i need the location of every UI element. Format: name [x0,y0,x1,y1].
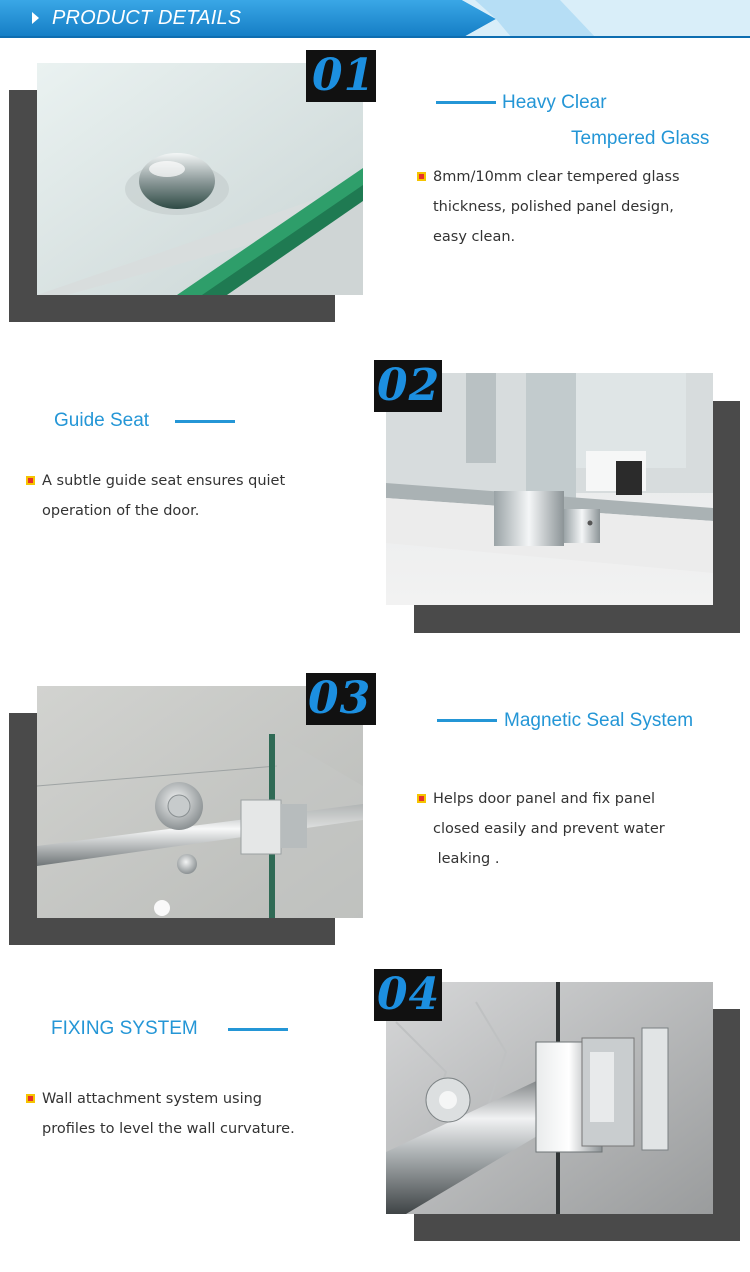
feature-title-2: Guide Seat [54,410,150,431]
bullet-icon [417,172,426,181]
feature-number-2: 02 [377,360,441,411]
desc-line: thickness, polished panel design, [433,199,674,215]
desc-line: 8mm/10mm clear tempered glass [433,169,680,185]
header-title: PRODUCT DETAILS [52,7,242,29]
desc-line: Helps door panel and fix panel [433,791,656,807]
desc-line: easy clean. [433,229,516,245]
title-rule-3 [437,719,497,722]
desc-line: leaking . [433,851,500,867]
title-rule-1 [436,101,496,104]
bullet-icon [26,1094,35,1103]
feature-desc-2 [42,466,285,526]
bullet-icon [417,794,426,803]
title-rule-2 [175,420,235,423]
header-arrow-icon [32,12,39,24]
feature-title-3: Magnetic Seal System [504,710,694,731]
desc-line: profiles to level the wall curvature. [42,1121,295,1137]
desc-line: A subtle guide seat ensures quiet [42,473,286,489]
feature-title-1b: Tempered Glass [571,128,710,149]
bullet-icon [26,476,35,485]
feature-number-3: 03 [308,673,372,724]
feature-title-4: FIXING SYSTEM [51,1018,198,1039]
feature-title-1a: Heavy Clear [502,92,607,113]
title-rule-4 [228,1028,288,1031]
feature-number-1: 01 [312,50,376,101]
feature-desc-1 [433,162,680,252]
section-header [0,0,750,38]
feature-desc-4 [42,1084,295,1144]
desc-line: Wall attachment system using [42,1091,262,1107]
desc-line: operation of the door. [42,503,200,519]
feature-desc-3 [433,784,665,874]
desc-line: closed easily and prevent water [433,821,665,837]
feature-number-4: 04 [377,969,441,1020]
